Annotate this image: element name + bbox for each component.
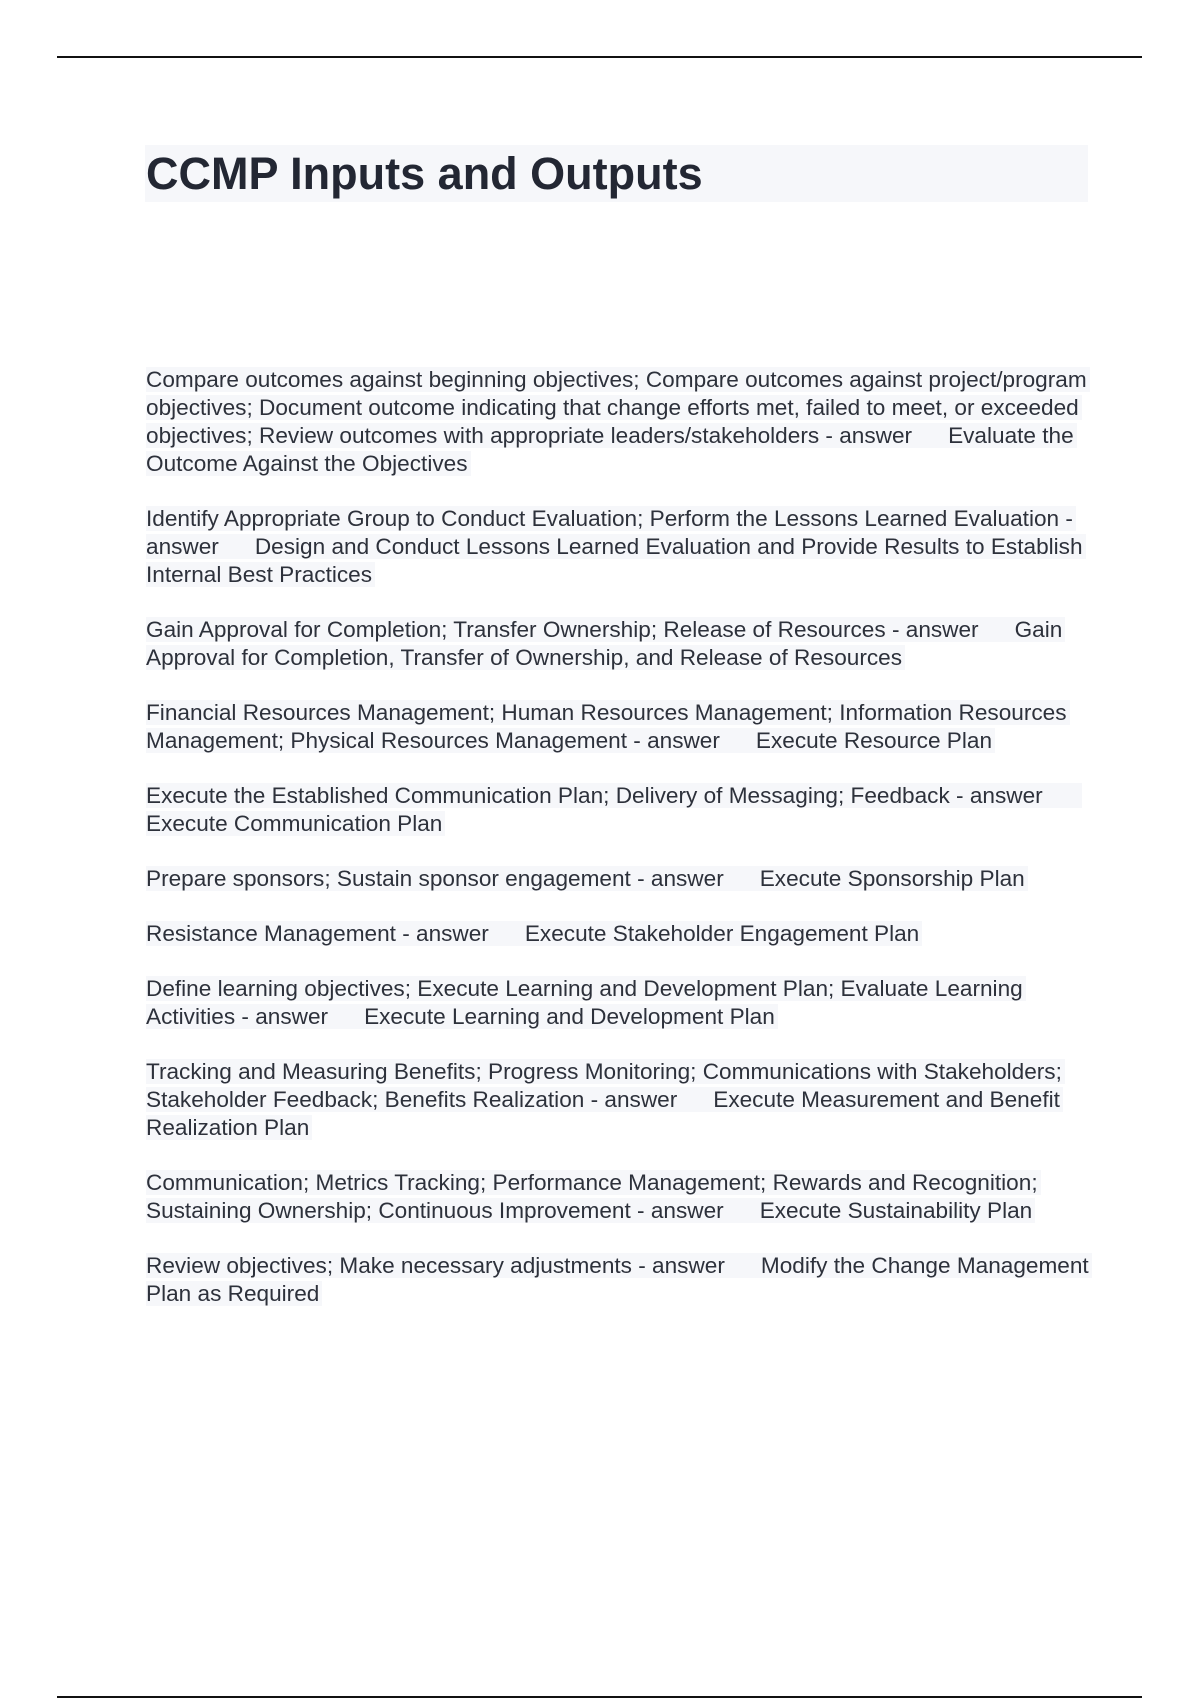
- qa-answer: Execute Resource Plan: [755, 728, 993, 753]
- qa-question: Review objectives; Make necessary adjustments - answer: [146, 1253, 725, 1278]
- qa-item: [146, 865, 1096, 893]
- qa-item: [146, 616, 1096, 672]
- qa-question: Execute the Established Communication Plan; Delivery of Messaging; Feedback - answer: [146, 783, 1043, 808]
- qa-answer: Modify the Change Management Plan as Required: [146, 1253, 1089, 1306]
- qa-answer: Evaluate the Outcome Against the Objectives: [146, 423, 1074, 476]
- qa-question: Gain Approval for Completion; Transfer Ownership; Release of Resources - answer: [146, 617, 979, 642]
- qa-answer: Design and Conduct Lessons Learned Evaluation and Provide Results to Establish Internal Best Practices: [146, 534, 1083, 587]
- qa-answer: Execute Learning and Development Plan: [364, 1004, 775, 1029]
- qa-answer: Execute Stakeholder Engagement Plan: [524, 921, 920, 946]
- qa-question: Identify Appropriate Group to Conduct Evaluation; Perform the Lessons Learned Evaluation - answer: [146, 506, 1073, 559]
- top-rule: [57, 56, 1142, 58]
- qa-item: [146, 505, 1096, 589]
- qa-question: Financial Resources Management; Human Resources Management; Information Resources Management; Physical Resources Management - answer: [146, 700, 1067, 753]
- qa-item: [146, 1252, 1096, 1308]
- qa-question: Tracking and Measuring Benefits; Progress Monitoring; Communications with Stakeholders; Stakeholder Feedback; Benefits Realization - answer: [146, 1059, 1062, 1112]
- qa-answer: Gain Approval for Completion, Transfer of Ownership, and Release of Resources: [146, 617, 1063, 670]
- qa-question: Define learning objectives; Execute Learning and Development Plan; Evaluate Learning Activities - answer: [146, 976, 1023, 1029]
- bottom-rule: [57, 1696, 1142, 1698]
- qa-item: [146, 699, 1096, 755]
- qa-list: [146, 366, 1096, 1335]
- qa-answer: Execute Communication Plan: [146, 811, 443, 836]
- qa-item: [146, 366, 1096, 478]
- qa-question: Communication; Metrics Tracking; Performance Management; Rewards and Recognition; Sustaining Ownership; Continuous Improvement - answer: [146, 1170, 1038, 1223]
- qa-item: [146, 920, 1096, 948]
- qa-answer: Execute Sustainability Plan: [759, 1198, 1033, 1223]
- document-title: CCMP Inputs and Outputs: [146, 148, 703, 199]
- qa-answer: Execute Sponsorship Plan: [759, 866, 1025, 891]
- qa-question: Compare outcomes against beginning objectives; Compare outcomes against project/program objectives; Document outcome indicating that change efforts met, failed to meet, or exceeded objectives; Review outcomes with appropriate leaders/stakeholders - answer: [146, 367, 1087, 448]
- qa-item: [146, 975, 1096, 1031]
- qa-item: [146, 1058, 1096, 1142]
- qa-question: Prepare sponsors; Sustain sponsor engagement - answer: [146, 866, 724, 891]
- qa-item: [146, 782, 1096, 838]
- qa-question: Resistance Management - answer: [146, 921, 489, 946]
- qa-answer: Execute Measurement and Benefit Realization Plan: [146, 1087, 1060, 1140]
- qa-item: [146, 1169, 1096, 1225]
